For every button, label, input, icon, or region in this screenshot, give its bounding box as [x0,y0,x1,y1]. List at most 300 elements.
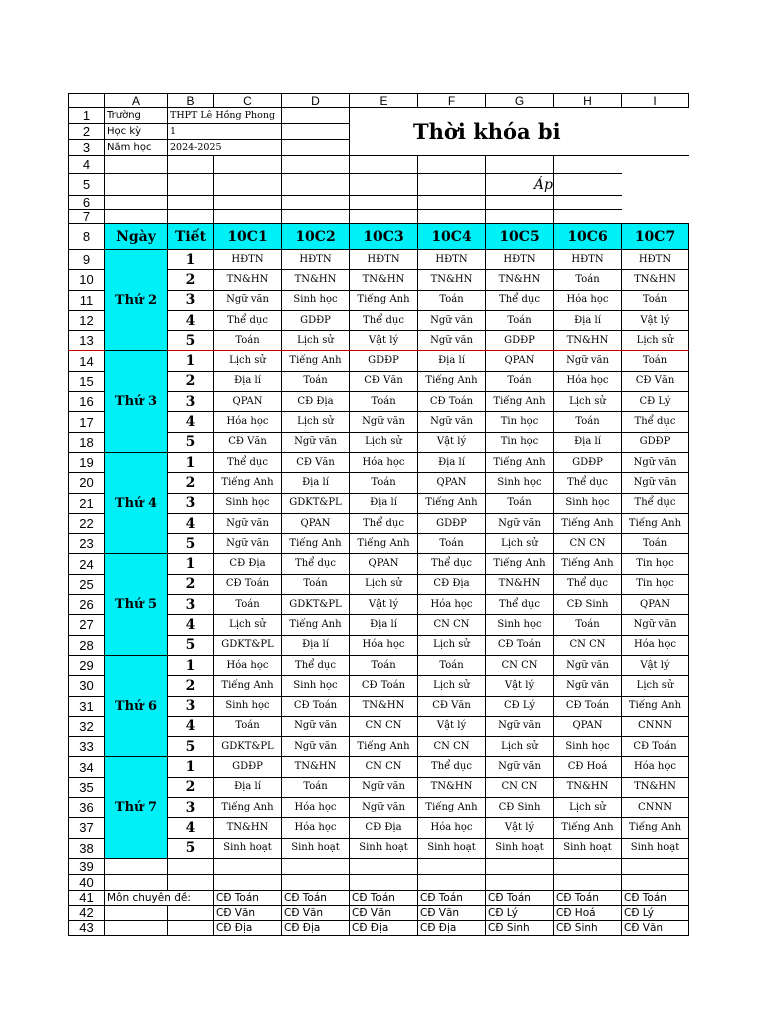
row-header[interactable]: 27 [69,615,105,635]
subject-cell[interactable]: Tin học [486,432,554,452]
subject-cell[interactable]: TN&HN [282,757,350,777]
cell[interactable] [350,196,418,210]
row-header[interactable]: 13 [69,331,105,351]
elective-cell[interactable]: CĐ Địa [214,920,282,935]
subject-cell[interactable]: GDĐP [418,513,486,533]
elective-cell[interactable]: CĐ Sinh [486,920,554,935]
subject-cell[interactable]: TN&HN [418,270,486,290]
subject-cell[interactable]: Hóa học [214,412,282,432]
subject-cell[interactable]: Tiếng Anh [554,513,622,533]
subject-cell[interactable]: Tiếng Anh [554,818,622,838]
row-header[interactable]: 43 [69,920,105,935]
subject-cell[interactable]: Ngữ văn [214,534,282,554]
row-header[interactable]: 41 [69,890,105,905]
subject-cell[interactable]: Lịch sử [350,574,418,594]
subject-cell[interactable]: Ngữ văn [282,432,350,452]
subject-cell[interactable]: Địa lí [350,615,418,635]
subject-cell[interactable]: Vật lý [486,676,554,696]
column-header-i[interactable]: I [622,94,689,108]
cell[interactable] [214,174,282,196]
subject-cell[interactable]: Toán [214,331,282,351]
subject-cell[interactable]: CN CN [554,534,622,554]
subject-cell[interactable]: HĐTN [622,250,689,270]
cell[interactable] [486,196,554,210]
subject-cell[interactable]: Thể dục [282,554,350,574]
subject-cell[interactable]: Lịch sử [486,534,554,554]
subject-cell[interactable]: HĐTN [350,250,418,270]
subject-cell[interactable]: Sinh học [282,676,350,696]
info-label[interactable]: Trường [105,108,168,124]
row-header[interactable]: 6 [69,196,105,210]
cell[interactable] [350,174,418,196]
row-header[interactable]: 30 [69,676,105,696]
subject-cell[interactable]: Ngữ văn [418,331,486,351]
subject-cell[interactable]: TN&HN [418,777,486,797]
row-header[interactable]: 7 [69,210,105,224]
subject-cell[interactable]: Lịch sử [214,351,282,371]
subject-cell[interactable]: Hóa học [622,757,689,777]
subject-cell[interactable]: CN CN [418,737,486,757]
cell[interactable] [168,210,214,224]
subject-cell[interactable]: Tiếng Anh [418,798,486,818]
subject-cell[interactable]: Toán [282,777,350,797]
elective-cell[interactable]: CĐ Toán [622,890,689,905]
cell[interactable] [282,174,350,196]
cell[interactable] [105,174,168,196]
subject-cell[interactable]: Địa lí [418,351,486,371]
subject-cell[interactable]: Thể dục [418,757,486,777]
subject-cell[interactable]: CĐ Toán [350,676,418,696]
row-header[interactable]: 14 [69,351,105,371]
subject-cell[interactable]: GDĐP [622,432,689,452]
row-header[interactable]: 19 [69,452,105,472]
subject-cell[interactable]: Địa lí [282,473,350,493]
row-header[interactable]: 33 [69,737,105,757]
row-header[interactable]: 16 [69,392,105,412]
subject-cell[interactable]: Tiếng Anh [214,798,282,818]
subject-cell[interactable]: CN CN [350,716,418,736]
row-header[interactable]: 34 [69,757,105,777]
row-header[interactable]: 2 [69,124,105,140]
subject-cell[interactable]: Tin học [486,412,554,432]
row-header[interactable]: 35 [69,777,105,797]
subject-cell[interactable]: Toán [350,655,418,675]
subject-cell[interactable]: Sinh hoạt [486,838,554,858]
subject-cell[interactable]: Thể dục [282,655,350,675]
subject-cell[interactable]: CĐ Hoá [554,757,622,777]
subject-cell[interactable]: Ngữ văn [622,452,689,472]
subject-cell[interactable]: Ngữ văn [486,513,554,533]
row-header[interactable]: 3 [69,140,105,156]
subject-cell[interactable]: Tiếng Anh [622,696,689,716]
subject-cell[interactable]: Sinh học [214,696,282,716]
row-header[interactable]: 29 [69,655,105,675]
subject-cell[interactable]: CN CN [418,615,486,635]
subject-cell[interactable]: Sinh học [486,615,554,635]
info-value[interactable]: 2024-2025 [168,140,282,156]
elective-cell[interactable]: CĐ Toán [554,890,622,905]
cell[interactable] [554,196,622,210]
subject-cell[interactable]: Tiếng Anh [418,371,486,391]
subject-cell[interactable]: Ngữ văn [486,716,554,736]
subject-cell[interactable]: Sinh hoạt [214,838,282,858]
subject-cell[interactable]: Toán [214,595,282,615]
elective-cell[interactable]: CĐ Toán [350,890,418,905]
subject-cell[interactable]: GDĐP [350,351,418,371]
elective-cell[interactable]: CĐ Văn [622,920,689,935]
subject-cell[interactable]: Hóa học [622,635,689,655]
subject-cell[interactable]: Tin học [622,574,689,594]
subject-cell[interactable]: Toán [418,655,486,675]
row-header[interactable]: 26 [69,595,105,615]
elective-cell[interactable]: CĐ Văn [418,905,486,920]
subject-cell[interactable]: Địa lí [554,432,622,452]
subject-cell[interactable]: Ngữ văn [282,716,350,736]
cell[interactable] [168,920,214,935]
subject-cell[interactable]: Ngữ văn [350,412,418,432]
subject-cell[interactable]: QPAN [282,513,350,533]
row-header[interactable]: 20 [69,473,105,493]
subject-cell[interactable]: Sinh học [554,737,622,757]
cell[interactable] [105,210,168,224]
subject-cell[interactable]: GDKT&PL [282,493,350,513]
row-header[interactable]: 32 [69,716,105,736]
subject-cell[interactable]: CĐ Lý [486,696,554,716]
subject-cell[interactable]: CĐ Toán [418,392,486,412]
cell[interactable] [418,174,486,196]
row-header[interactable]: 36 [69,798,105,818]
subject-cell[interactable]: Lịch sử [214,615,282,635]
info-label[interactable]: Năm học [105,140,168,156]
elective-cell[interactable]: CĐ Toán [282,890,350,905]
subject-cell[interactable]: CĐ Văn [214,432,282,452]
elective-cell[interactable]: CĐ Văn [282,905,350,920]
subject-cell[interactable]: Thể dục [486,290,554,310]
elective-cell[interactable]: CĐ Văn [350,905,418,920]
subject-cell[interactable]: GDĐP [554,452,622,472]
subject-cell[interactable]: Thể dục [554,473,622,493]
subject-cell[interactable]: Tiếng Anh [418,493,486,513]
subject-cell[interactable]: CĐ Văn [350,371,418,391]
row-header[interactable]: 1 [69,108,105,124]
elective-cell[interactable]: CĐ Địa [418,920,486,935]
row-header[interactable]: 42 [69,905,105,920]
subject-cell[interactable]: QPAN [554,716,622,736]
subject-cell[interactable]: Toán [282,371,350,391]
subject-cell[interactable]: Lịch sử [622,676,689,696]
subject-cell[interactable]: TN&HN [554,331,622,351]
subject-cell[interactable]: Lịch sử [622,331,689,351]
subject-cell[interactable]: Toán [554,412,622,432]
subject-cell[interactable]: Thể dục [622,412,689,432]
subject-cell[interactable]: TN&HN [214,270,282,290]
column-header-a[interactable]: A [105,94,168,108]
subject-cell[interactable]: TN&HN [350,270,418,290]
subject-cell[interactable]: GDĐP [282,310,350,330]
subject-cell[interactable]: QPAN [350,554,418,574]
elective-cell[interactable]: CĐ Sinh [554,920,622,935]
row-header[interactable]: 10 [69,270,105,290]
cell[interactable] [282,858,350,874]
subject-cell[interactable]: Toán [486,493,554,513]
row-header[interactable]: 11 [69,290,105,310]
cell[interactable] [554,874,622,890]
cell[interactable] [350,874,418,890]
subject-cell[interactable]: Sinh hoạt [418,838,486,858]
subject-cell[interactable]: Thể dục [554,574,622,594]
subject-cell[interactable]: Địa lí [418,452,486,472]
subject-cell[interactable]: Tiếng Anh [486,392,554,412]
column-header-g[interactable]: G [486,94,554,108]
cell[interactable] [105,874,168,890]
subject-cell[interactable]: Hóa học [350,452,418,472]
row-header[interactable]: 31 [69,696,105,716]
subject-cell[interactable]: Thể dục [622,493,689,513]
subject-cell[interactable]: CĐ Sinh [486,798,554,818]
subject-cell[interactable]: GDĐP [214,757,282,777]
row-header[interactable]: 38 [69,838,105,858]
cell[interactable] [214,156,282,174]
subject-cell[interactable]: CĐ Toán [622,737,689,757]
subject-cell[interactable]: Lịch sử [350,432,418,452]
subject-cell[interactable]: Ngữ văn [554,676,622,696]
subject-cell[interactable]: Vật lý [622,310,689,330]
subject-cell[interactable]: Hóa học [418,818,486,838]
cell[interactable] [214,210,282,224]
subject-cell[interactable]: Tiếng Anh [554,554,622,574]
subject-cell[interactable]: CN CN [350,757,418,777]
elective-cell[interactable]: CĐ Toán [486,890,554,905]
subject-cell[interactable]: Thể dục [350,310,418,330]
subject-cell[interactable]: Tiếng Anh [282,615,350,635]
row-header[interactable]: 18 [69,432,105,452]
elective-cell[interactable]: CĐ Hoá [554,905,622,920]
cell[interactable] [418,874,486,890]
subject-cell[interactable]: HĐTN [486,250,554,270]
cell[interactable] [486,874,554,890]
subject-cell[interactable]: Lịch sử [486,737,554,757]
subject-cell[interactable]: Tiếng Anh [214,676,282,696]
row-header[interactable]: 22 [69,513,105,533]
subject-cell[interactable]: Sinh học [554,493,622,513]
row-header[interactable]: 12 [69,310,105,330]
elective-cell[interactable]: CĐ Văn [214,905,282,920]
subject-cell[interactable]: CĐ Lý [622,392,689,412]
subject-cell[interactable]: TN&HN [214,818,282,838]
subject-cell[interactable]: Toán [418,290,486,310]
subject-cell[interactable]: Thể dục [418,554,486,574]
row-header[interactable]: 28 [69,635,105,655]
column-header-b[interactable]: B [168,94,214,108]
subject-cell[interactable]: Tiếng Anh [282,534,350,554]
row-header[interactable]: 24 [69,554,105,574]
subject-cell[interactable]: Toán [622,290,689,310]
cell[interactable] [554,174,622,196]
subject-cell[interactable]: CĐ Văn [622,371,689,391]
subject-cell[interactable]: Sinh học [214,493,282,513]
subject-cell[interactable]: CĐ Văn [282,452,350,472]
cell[interactable] [554,156,622,174]
cell[interactable] [418,156,486,174]
cell[interactable] [622,874,689,890]
cell[interactable] [350,210,418,224]
elective-cell[interactable]: CĐ Lý [486,905,554,920]
cell[interactable] [418,858,486,874]
cell[interactable] [168,858,214,874]
cell[interactable] [105,920,168,935]
subject-cell[interactable]: Ngữ văn [418,412,486,432]
cell[interactable] [486,156,554,174]
subject-cell[interactable]: Vật lý [418,432,486,452]
cell[interactable] [168,196,214,210]
cell[interactable] [350,156,418,174]
subject-cell[interactable]: Ngữ văn [418,310,486,330]
row-header[interactable]: 5 [69,174,105,196]
subject-cell[interactable]: Sinh hoạt [350,838,418,858]
elective-cell[interactable]: CĐ Lý [622,905,689,920]
subject-cell[interactable]: GDKT&PL [214,635,282,655]
subject-cell[interactable]: Toán [214,716,282,736]
subject-cell[interactable]: Ngữ văn [214,290,282,310]
subject-cell[interactable]: Lịch sử [282,331,350,351]
subject-cell[interactable]: Toán [622,534,689,554]
subject-cell[interactable]: Ngữ văn [214,513,282,533]
cell[interactable] [282,210,350,224]
subject-cell[interactable]: Tiếng Anh [214,473,282,493]
subject-cell[interactable]: TN&HN [486,574,554,594]
subject-cell[interactable]: Hóa học [554,371,622,391]
cell[interactable] [350,858,418,874]
subject-cell[interactable]: Tiếng Anh [282,351,350,371]
cell[interactable] [282,140,350,156]
subject-cell[interactable]: CĐ Toán [554,696,622,716]
subject-cell[interactable]: Ngữ văn [350,777,418,797]
subject-cell[interactable]: GDKT&PL [282,595,350,615]
subject-cell[interactable]: Vật lý [622,655,689,675]
subject-cell[interactable]: Vật lý [486,818,554,838]
subject-cell[interactable]: Vật lý [350,595,418,615]
subject-cell[interactable]: CĐ Địa [282,392,350,412]
row-header[interactable]: 9 [69,250,105,270]
subject-cell[interactable]: Hóa học [554,290,622,310]
subject-cell[interactable]: GDKT&PL [214,737,282,757]
row-header[interactable]: 39 [69,858,105,874]
subject-cell[interactable]: Ngữ văn [622,473,689,493]
subject-cell[interactable]: Hóa học [418,595,486,615]
subject-cell[interactable]: Ngữ văn [622,615,689,635]
subject-cell[interactable]: HĐTN [282,250,350,270]
subject-cell[interactable]: Thể dục [486,595,554,615]
subject-cell[interactable]: Hóa học [282,818,350,838]
cell[interactable] [105,156,168,174]
subject-cell[interactable]: Ngữ văn [554,351,622,371]
row-header[interactable]: 15 [69,371,105,391]
column-header-d[interactable]: D [282,94,350,108]
subject-cell[interactable]: Ngữ văn [486,757,554,777]
electives-label[interactable]: Môn chuyên đề: [105,890,214,905]
subject-cell[interactable]: CN CN [486,655,554,675]
subject-cell[interactable]: CĐ Toán [214,574,282,594]
subject-cell[interactable]: QPAN [486,351,554,371]
subject-cell[interactable]: Toán [554,615,622,635]
subject-cell[interactable]: Toán [418,534,486,554]
subject-cell[interactable]: CĐ Toán [486,635,554,655]
subject-cell[interactable]: Hóa học [282,798,350,818]
elective-cell[interactable]: CĐ Toán [418,890,486,905]
subject-cell[interactable]: Toán [282,574,350,594]
subject-cell[interactable]: Tiếng Anh [350,290,418,310]
subject-cell[interactable]: TN&HN [554,777,622,797]
cell[interactable] [282,874,350,890]
cell[interactable] [105,196,168,210]
cell[interactable] [418,210,486,224]
cell[interactable] [622,858,689,874]
subject-cell[interactable]: CĐ Địa [214,554,282,574]
subject-cell[interactable]: Tiếng Anh [486,554,554,574]
subject-cell[interactable]: Thể dục [214,452,282,472]
cell[interactable] [282,124,350,140]
subject-cell[interactable]: Vật lý [350,331,418,351]
cell[interactable] [214,858,282,874]
cell[interactable] [554,858,622,874]
cell[interactable] [418,196,486,210]
subject-cell[interactable]: Toán [350,392,418,412]
subject-cell[interactable]: QPAN [418,473,486,493]
subject-cell[interactable]: Sinh hoạt [554,838,622,858]
column-header-f[interactable]: F [418,94,486,108]
subject-cell[interactable]: CĐ Toán [282,696,350,716]
subject-cell[interactable]: Địa lí [214,371,282,391]
info-value[interactable]: 1 [168,124,282,140]
cell[interactable] [168,174,214,196]
subject-cell[interactable]: Hóa học [350,635,418,655]
subject-cell[interactable]: Toán [622,351,689,371]
subject-cell[interactable]: Tin học [622,554,689,574]
subject-cell[interactable]: Địa lí [350,493,418,513]
column-header-c[interactable]: C [214,94,282,108]
cell[interactable] [282,156,350,174]
subject-cell[interactable]: Lịch sử [282,412,350,432]
cell[interactable] [105,905,168,920]
row-header[interactable]: 37 [69,818,105,838]
subject-cell[interactable]: Tiếng Anh [486,452,554,472]
subject-cell[interactable]: Lịch sử [418,676,486,696]
subject-cell[interactable]: CN CN [486,777,554,797]
subject-cell[interactable]: Toán [486,371,554,391]
subject-cell[interactable]: Lịch sử [418,635,486,655]
subject-cell[interactable]: CN CN [554,635,622,655]
cell[interactable] [282,196,350,210]
subject-cell[interactable]: HĐTN [214,250,282,270]
elective-cell[interactable]: CĐ Địa [282,920,350,935]
elective-cell[interactable]: CĐ Toán [214,890,282,905]
subject-cell[interactable]: Sinh hoạt [622,838,689,858]
subject-cell[interactable]: HĐTN [554,250,622,270]
cell[interactable] [554,210,622,224]
cell[interactable] [105,858,168,874]
subject-cell[interactable]: TN&HN [622,270,689,290]
subject-cell[interactable]: TN&HN [282,270,350,290]
subject-cell[interactable]: Thể dục [214,310,282,330]
cell[interactable] [168,905,214,920]
row-header[interactable]: 21 [69,493,105,513]
subject-cell[interactable]: Toán [486,310,554,330]
subject-cell[interactable]: Ngữ văn [554,655,622,675]
cell[interactable] [214,874,282,890]
row-header[interactable]: 8 [69,224,105,250]
subject-cell[interactable]: TN&HN [486,270,554,290]
subject-cell[interactable]: HĐTN [418,250,486,270]
